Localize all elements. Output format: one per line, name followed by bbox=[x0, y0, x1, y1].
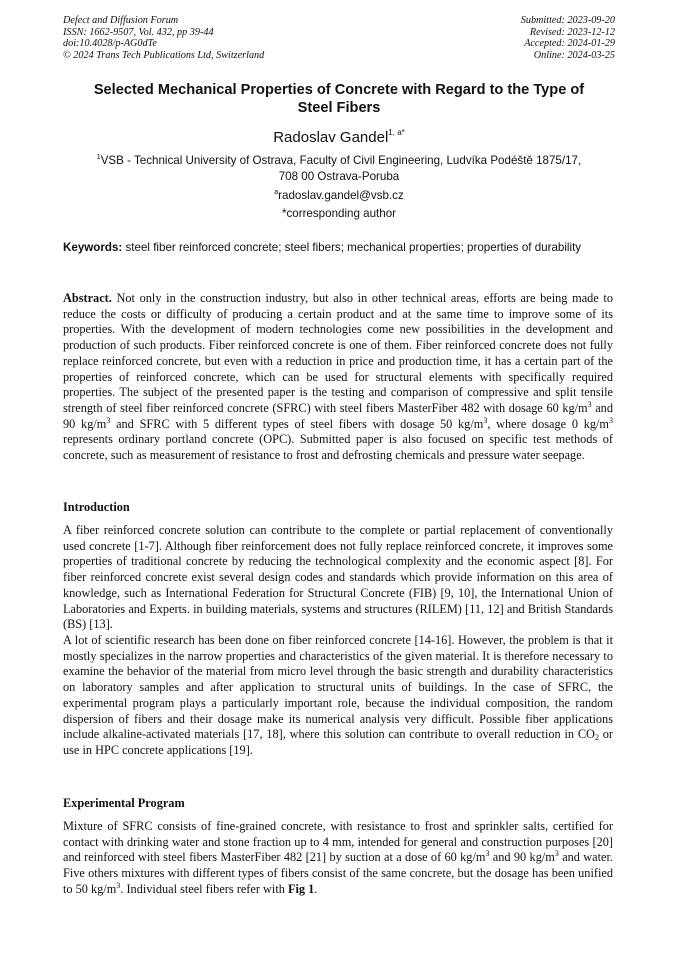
author-name: Radoslav Gandel bbox=[273, 129, 389, 146]
accepted-date: Accepted: 2024-01-29 bbox=[524, 38, 615, 50]
affiliation-superscript: 1 bbox=[96, 154, 101, 161]
experimental-paragraph bbox=[63, 819, 613, 898]
abstract-text-5: represents ordinary portland concrete (OPC). Submitted paper is also focused on specific test methods of concrete, such as measurement of resistance to frost and defrosting chemicals and pressure water seepage. bbox=[63, 432, 613, 463]
abstract-exponent-1: 3 bbox=[587, 399, 592, 409]
exp-text-4: . Individual steel fibers refer with bbox=[120, 881, 288, 896]
author-superscript: 1, a* bbox=[388, 128, 405, 137]
affiliation bbox=[63, 150, 615, 185]
journal-name: Defect and Diffusion Forum bbox=[63, 15, 179, 26]
abstract-text-3: and SFRC with 5 different types of steel fibers with dosage 50 kg/m bbox=[110, 416, 484, 431]
exp-text-5: . bbox=[314, 881, 318, 896]
abstract-label: Abstract. bbox=[63, 291, 112, 305]
online-date: Online: 2024-03-25 bbox=[533, 49, 615, 61]
abstract-text-1: Not only in the construction industry, but also in other technical areas, efforts are being made to reduce the costs or difficulty of producing a certain product and at the same time to improve some of its properties. With the development of modern technologies come new possibilities in the development and production of such products. Fiber reinforced concrete is one of them. Fiber reinforced concrete does not fully replace reinforced concrete, but even with a reduction in price and production time, it has a certain part of the properties of reinforced concrete, which can be used for structural elements with specifically required properties. The subject of the presented paper is the testing and comparison of compressive and split tensile strength of steel fiber reinforced concrete (SFRC) with steel fibers MasterFiber 482 with dosage 60 kg/m bbox=[63, 291, 613, 415]
journal-header-left bbox=[63, 15, 264, 61]
exp-exponent-3: 3 bbox=[116, 880, 121, 890]
abstract-text-4: , where dosage 0 kg/m bbox=[487, 416, 609, 431]
keywords-label: Keywords: bbox=[63, 241, 123, 254]
exp-text-3: and water. Five others mixtures with different types of fibers consist of the same concrete, but the dosage has been unified to 50 kg/m bbox=[63, 850, 613, 896]
affiliation-line-2: 708 00 Ostrava-Poruba bbox=[278, 170, 400, 183]
author bbox=[63, 124, 615, 147]
figure-reference[interactable]: Fig 1 bbox=[287, 881, 315, 896]
abstract-exponent-2: 3 bbox=[106, 415, 111, 425]
corresponding-author-note: *corresponding author bbox=[281, 207, 397, 220]
author-email bbox=[63, 185, 615, 203]
title-line-2: Steel Fibers bbox=[297, 100, 381, 116]
exp-exponent-1: 3 bbox=[485, 849, 490, 859]
introduction-heading: Introduction bbox=[63, 500, 130, 514]
doi: doi:10.4028/p-AG0dTe bbox=[63, 38, 157, 50]
abstract bbox=[63, 291, 613, 464]
keywords-text: steel fiber reinforced concrete; steel fibers; mechanical properties; properties of durability bbox=[122, 241, 582, 254]
submitted-date: Submitted: 2023-09-20 bbox=[520, 15, 615, 26]
affiliation-line-1: VSB - Technical University of Ostrava, Faculty of Civil Engineering, Ludvíka Podéště 1875/17, bbox=[100, 154, 582, 167]
exp-text-2: and 90 kg/m bbox=[489, 850, 555, 865]
email-address[interactable]: radoslav.gandel@vsb.cz bbox=[278, 189, 404, 202]
journal-header-right bbox=[521, 15, 615, 61]
paper-title bbox=[63, 81, 615, 117]
experimental-program-heading: Experimental Program bbox=[63, 796, 185, 810]
revised-date: Revised: 2023-12-12 bbox=[529, 26, 615, 38]
abstract-exponent-4: 3 bbox=[609, 415, 613, 425]
intro-p2-text-2: or use in HPC concrete applications [19]. bbox=[63, 727, 613, 757]
exp-text-1: Mixture of SFRC consists of fine-grained concrete, with resistance to frost and sprinkler salts, certified for contact with drinking water and stone fraction up to 4 mm, intended for general and construction purposes [20] and reinforced with steel fibers MasterFiber 482 [21] by suction at a dose of 60 kg/m bbox=[63, 819, 613, 865]
exp-exponent-2: 3 bbox=[554, 849, 559, 859]
issn: ISSN: 1662-9507, Vol. 432, pp 39-44 bbox=[63, 26, 214, 38]
introduction-paragraph-1: A fiber reinforced concrete solution can contribute to the complete or partial replacement of conventionally used concrete [1-7]. Although fiber reinforcement does not fully replace reinforced concrete, it improves some properties of traditional concrete by reducing the technological complexity and the economic aspect [8]. For fiber reinforced concrete exist several design codes and standards which provide information on this area of knowledge, such as International Federation for Structural Concrete (FIB) [9, 10], the International Union of Laboratories and Experts. in building materials, systems and structures (RILEM) [11, 12] and British Standards (BS) [13]. bbox=[63, 523, 613, 632]
intro-p2-text-1: A lot of scientific research has been done on fiber reinforced concrete [14-16]. However, the problem is that it mostly specializes in the narrow properties and characteristics of the given material. It is therefore necessary to examine the behavior of the material from micro level through the basic strength and durability characteristics on laboratory samples and after application to structural units of buildings. In the case of SFRC, the experimental program plays a particularly important role, because the individual composition, the random dispersion of fibers and their dosage make its numerical analysis very difficult. Possible fiber applications include alkaline-activated materials [17, 18], where this solution can contribute to overall reduction in CO bbox=[63, 633, 613, 742]
co2-subscript: 2 bbox=[594, 733, 599, 743]
introduction-paragraph-2 bbox=[63, 633, 613, 759]
title-line-1: Selected Mechanical Properties of Concrete with Regard to the Type of bbox=[93, 82, 585, 98]
abstract-text-2: and 90 kg/m bbox=[63, 400, 613, 431]
copyright: © 2024 Trans Tech Publications Ltd, Switzerland bbox=[63, 49, 265, 61]
email-superscript: a bbox=[274, 189, 279, 196]
abstract-exponent-3: 3 bbox=[483, 415, 488, 425]
keywords bbox=[63, 241, 613, 256]
